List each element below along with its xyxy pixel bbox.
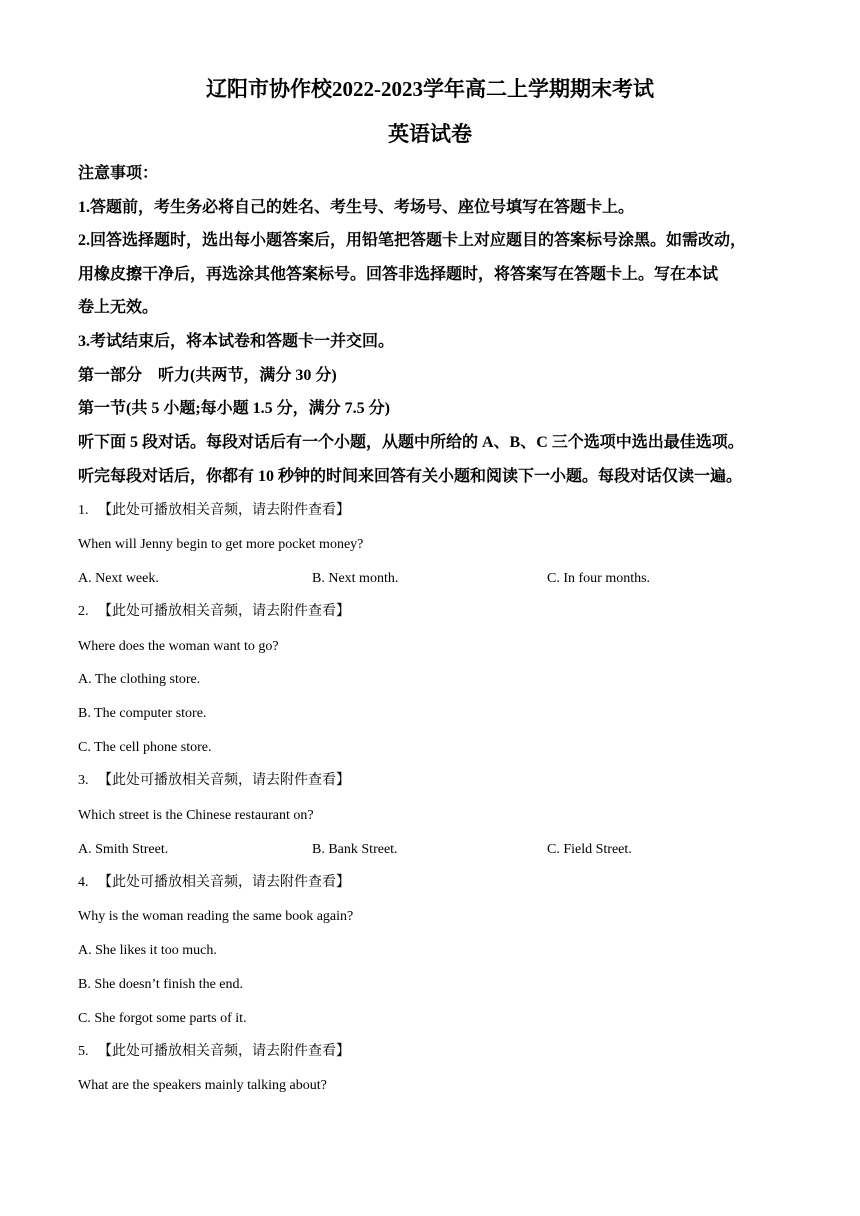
question-1-option-b: B. Next month. <box>312 571 399 586</box>
exam-subtitle: 英语试卷 <box>388 122 472 146</box>
question-4-text: Why is the woman reading the same book again? <box>78 909 354 924</box>
notice-item-2-line-3: 卷上无效。 <box>78 299 159 316</box>
question-1-text: When will Jenny begin to get more pocket money? <box>78 537 364 552</box>
question-5-text: What are the speakers mainly talking about? <box>78 1078 327 1093</box>
question-1-audio <box>78 501 788 521</box>
notice-heading: 注意事项： <box>78 165 159 182</box>
question-3-option-c: C. Field Street. <box>547 842 632 857</box>
question-4-option-a: A. She likes it too much. <box>78 943 217 958</box>
question-1-option-a: A. Next week. <box>78 571 159 586</box>
question-1-option-c: C. In four months. <box>547 571 651 586</box>
audio-note: 【此处可播放相关音频，请去附件查看】 <box>98 604 350 619</box>
audio-note: 【此处可播放相关音频，请去附件查看】 <box>98 875 350 890</box>
question-4-audio <box>78 873 788 893</box>
audio-note: 【此处可播放相关音频，请去附件查看】 <box>98 503 350 518</box>
audio-note: 【此处可播放相关音频，请去附件查看】 <box>98 773 350 788</box>
question-number: 2. <box>78 604 89 619</box>
question-3-option-a: A. Smith Street. <box>78 842 169 857</box>
question-5-audio <box>78 1042 788 1062</box>
question-2-audio <box>78 602 788 622</box>
question-4-option-c: C. She forgot some parts of it. <box>78 1011 247 1026</box>
question-3-option-b: B. Bank Street. <box>312 842 398 857</box>
question-2-text: Where does the woman want to go? <box>78 639 279 654</box>
notice-item-1: 1.答题前，考生务必将自己的姓名、考生号、考场号、座位号填写在答题卡上。 <box>78 199 635 216</box>
question-number: 3. <box>78 773 89 788</box>
question-2-option-a: A. The clothing store. <box>78 672 201 687</box>
instruction-line-1: 听下面 5 段对话。每段对话后有一个小题，从题中所给的 A、B、C 三个选项中选出最佳选项。 <box>78 434 744 451</box>
question-number: 5. <box>78 1044 89 1059</box>
audio-note: 【此处可播放相关音频，请去附件查看】 <box>98 1044 350 1059</box>
question-2-option-c: C. The cell phone store. <box>78 740 212 755</box>
question-number: 1. <box>78 503 89 518</box>
notice-item-2-line-1: 2.回答选择题时，选出每小题答案后，用铅笔把答题卡上对应题目的答案标号涂黑。如需改动， <box>78 232 747 249</box>
question-2-option-b: B. The computer store. <box>78 706 207 721</box>
section1-heading: 第一节(共 5 小题;每小题 1.5 分，满分 7.5 分) <box>78 400 390 417</box>
part1-heading: 第一部分 听力(共两节，满分 30 分) <box>78 367 337 384</box>
notice-item-3: 3.考试结束后，将本试卷和答题卡一并交回。 <box>78 333 395 350</box>
question-3-text: Which street is the Chinese restaurant on? <box>78 808 314 823</box>
question-4-option-b: B. She doesn’t finish the end. <box>78 977 244 992</box>
question-3-audio <box>78 771 788 791</box>
instruction-line-2: 听完每段对话后，你都有 10 秒钟的时间来回答有关小题和阅读下一小题。每段对话仅读一遍。 <box>78 468 743 485</box>
notice-item-2-line-2: 用橡皮擦干净后，再选涂其他答案标号。回答非选择题时，将答案写在答题卡上。写在本试 <box>78 266 719 283</box>
exam-title: 辽阳市协作校2022-2023学年高二上学期期末考试 <box>206 77 654 101</box>
question-number: 4. <box>78 875 89 890</box>
